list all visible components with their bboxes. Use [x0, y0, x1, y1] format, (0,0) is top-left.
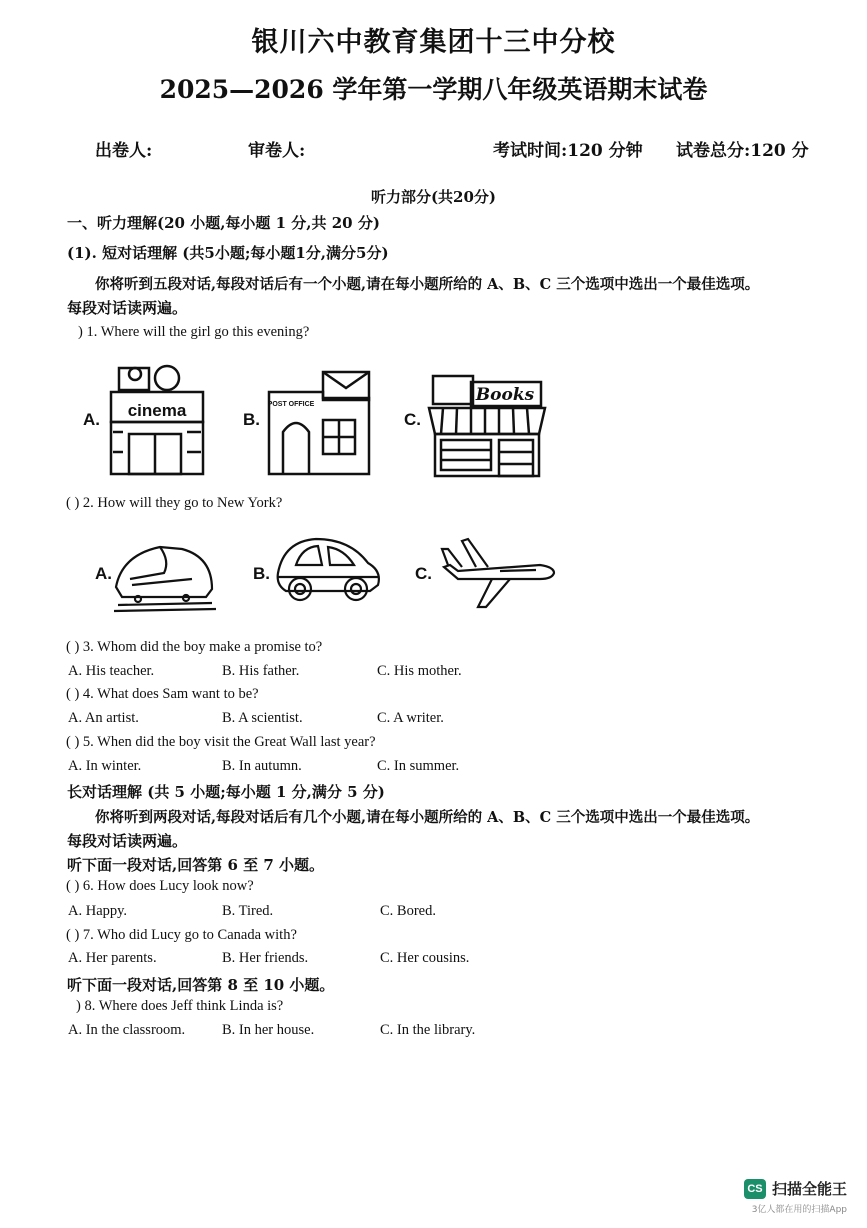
q5-option-a: A. In winter.	[68, 758, 142, 774]
dialog1-intro: 听下面一段对话,回答第 6 至 7 小题。	[67, 856, 324, 874]
q6-option-a: A. Happy.	[68, 903, 128, 919]
question-3: ( ) 3. Whom did the boy make a promise to?	[66, 639, 323, 655]
q5-option-b: B. In autumn.	[222, 758, 302, 774]
post-office-sign-text: POST OFFICE	[267, 401, 315, 408]
question-7: ( ) 7. Who did Lucy go to Canada with?	[66, 927, 297, 943]
scanner-brand-name: 扫描全能王	[771, 1180, 847, 1198]
listening-section-title: 听力部分(共20分)	[370, 188, 497, 206]
cinema-building-image	[105, 360, 205, 480]
scanner-watermark	[744, 1178, 847, 1199]
q3-option-b: B. His father.	[222, 663, 300, 679]
q4-option-c: C. A writer.	[377, 710, 444, 726]
scanner-brand-tagline: 3亿人都在用的扫描App	[751, 1205, 847, 1215]
time-label: 考试时间:120 分钟	[493, 141, 643, 161]
reviewer-label: 审卷人:	[248, 141, 306, 161]
car-image	[272, 533, 384, 609]
q7-option-b: B. Her friends.	[222, 950, 309, 966]
question-1: ) 1. Where will the girl go this evening?	[78, 324, 310, 340]
q3-option-c: C. His mother.	[377, 663, 462, 679]
q4-option-b: B. A scientist.	[222, 710, 303, 726]
total-score-label: 试卷总分:120 分	[676, 141, 809, 161]
school-name: 银川六中教育集团十三中分校	[251, 27, 616, 58]
sub1-title: (1). 短对话理解 (共5小题;每小题1分,满分5分)	[67, 244, 389, 262]
part1-title: 一、听力理解(20 小题,每小题 1 分,共 20 分)	[67, 214, 380, 232]
q1-option-a-label: A.	[83, 410, 100, 429]
bookstore-building-image	[427, 372, 547, 480]
q5-option-c: C. In summer.	[377, 758, 460, 774]
sub2-title: 长对话理解 (共 5 小题;每小题 1 分,满分 5 分)	[67, 783, 385, 801]
question-4: ( ) 4. What does Sam want to be?	[66, 686, 259, 702]
exam-title: 2025—2026 学年第一学期八年级英语期末试卷	[159, 75, 708, 104]
question-6: ( ) 6. How does Lucy look now?	[66, 878, 254, 894]
q6-option-b: B. Tired.	[222, 903, 274, 919]
q8-option-c: C. In the library.	[380, 1022, 476, 1038]
cinema-sign-text: cinema	[127, 401, 187, 420]
airplane-image	[440, 537, 558, 609]
q8-option-b: B. In her house.	[222, 1022, 315, 1038]
q7-option-c: C. Her cousins.	[380, 950, 470, 966]
sub1-instruction-line1: 你将听到五段对话,每段对话后有一个小题,请在每小题所给的 A、B、C 三个选项中选出一个最佳选项。	[95, 276, 760, 293]
sub1-instruction-line2: 每段对话读两遍。	[67, 299, 188, 317]
bookstore-sign-text: Books	[475, 385, 535, 405]
q7-option-a: A. Her parents.	[68, 950, 157, 966]
dialog2-intro: 听下面一段对话,回答第 8 至 10 小题。	[67, 976, 335, 994]
q2-option-a-label: A.	[95, 564, 112, 583]
q1-option-c-label: C.	[404, 410, 421, 429]
author-label: 出卷人:	[95, 141, 153, 161]
post-office-building-image	[265, 368, 380, 478]
question-2: ( ) 2. How will they go to New York?	[66, 495, 283, 511]
q6-option-c: C. Bored.	[380, 903, 436, 919]
q4-option-a: A. An artist.	[68, 710, 139, 726]
q2-option-c-label: C.	[415, 564, 432, 583]
q8-option-a: A. In the classroom.	[68, 1022, 186, 1038]
sub2-instruction-line1: 你将听到两段对话,每段对话后有几个小题,请在每小题所给的 A、B、C 三个选项中选出一个最佳选项。	[95, 809, 760, 826]
q1-option-b-label: B.	[243, 410, 260, 429]
sub2-instruction-line2: 每段对话读两遍。	[67, 832, 188, 850]
question-5: ( ) 5. When did the boy visit the Great Wall last year?	[66, 734, 376, 750]
question-8: ) 8. Where does Jeff think Linda is?	[76, 998, 284, 1014]
q3-option-a: A. His teacher.	[68, 663, 155, 679]
train-image	[112, 535, 217, 615]
q2-option-b-label: B.	[253, 564, 270, 583]
scanner-logo-icon: CS	[744, 1179, 766, 1199]
